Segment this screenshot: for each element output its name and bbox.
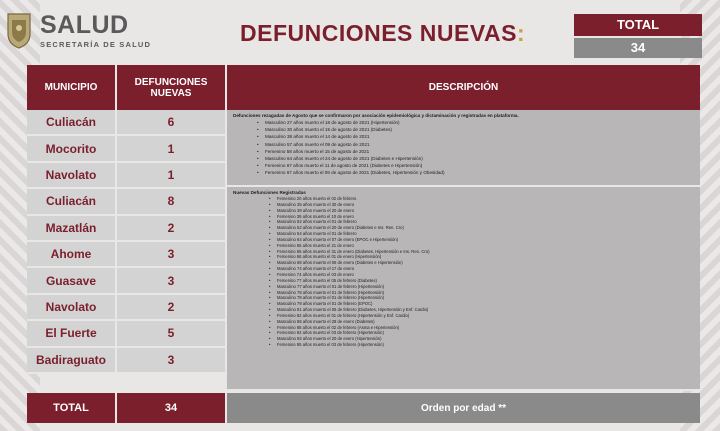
- salud-logo: [6, 4, 151, 56]
- description-column: [227, 110, 700, 391]
- municipio-rows: [27, 110, 227, 391]
- footer-total-value: 34: [117, 393, 227, 423]
- municipio-cell: Guasave: [27, 268, 117, 292]
- page-title-text: DEFUNCIONES NUEVAS: [240, 20, 517, 46]
- description-line: • Masculino 64 años muerto el 07 de enero (EPOC e Hipertensión): [233, 237, 694, 243]
- table-row: [27, 321, 227, 347]
- late-deaths-block: [227, 110, 700, 187]
- description-line: • Femenino 65 años muerto el 21 de enero: [233, 243, 694, 249]
- description-line: • Masculino 52 años muerto el 20 de enero (Diabetes e Ins. Ren. Cro): [233, 225, 694, 231]
- table-footer: [27, 393, 700, 423]
- description-line: • Femenino 67 años muerto el 09 de agosto de 2021 (Diabetes, Hipertensión y Obesidad): [233, 169, 694, 176]
- table-row: [27, 110, 227, 136]
- municipio-cell: Badiraguato: [27, 348, 117, 372]
- description-line: • Femenino 66 años muerto el 01 de enero (Hipertensión): [233, 254, 694, 260]
- description-line: • Masculino 92 años muerto el 20 de enero (Hipertensión): [233, 336, 694, 342]
- description-line: • Masculino 64 años muerto el 24 de agosto de 2021 (Diabetes e Hipertensión): [233, 155, 694, 162]
- header-descripcion: DESCRIPCIÓN: [227, 65, 700, 110]
- municipio-cell: Culiacán: [27, 110, 117, 134]
- description-line: • Femenino 67 años muerto el 11 de agosto de 2021 (Diabetes e Hipertensión): [233, 162, 694, 169]
- logo-subtitle: SECRETARÍA DE SALUD: [40, 39, 152, 49]
- description-line: • Masculino 27 años muerto el 18 de agosto de 2021 (Hipertensión): [233, 119, 694, 126]
- table-row: [27, 163, 227, 189]
- footer-order-note: Orden por edad **: [227, 393, 700, 423]
- new-deaths-block: [227, 187, 700, 391]
- table-row: [27, 295, 227, 321]
- municipio-cell: Mazatlán: [27, 216, 117, 240]
- municipio-cell: Navolato: [27, 163, 117, 187]
- description-line: • Masculino 39 años muerto el 20 de enero: [233, 208, 694, 214]
- defunciones-cell: 3: [117, 268, 227, 292]
- defunciones-cell: 2: [117, 216, 227, 240]
- description-line: • Femenino 58 años muerto el 15 de agosto de 2021: [233, 148, 694, 155]
- description-line: • Masculino 81 años muerto el 05 de febrero (Diabetes, Hipertensión y Enf. Cardio): [233, 307, 694, 313]
- description-line: • Masculino 54 años muerto el 01 de febrero: [233, 231, 694, 237]
- page-title-colon: :: [516, 20, 526, 46]
- defunciones-cell: 2: [117, 295, 227, 319]
- municipio-cell: Navolato: [27, 295, 117, 319]
- total-label: TOTAL: [574, 14, 702, 36]
- total-value: 34: [574, 38, 702, 58]
- description-line: • Femenino 88 años muerto el 02 de febrero (Asma e Hipertensión): [233, 325, 694, 331]
- table-row: [27, 242, 227, 268]
- late-deaths-heading: Defunciones rezagadas de Agosto que se confirmaron por asociación epidemiológica y dictaminación y registradas en plataforma.: [233, 113, 519, 118]
- page-title: [240, 20, 525, 47]
- deaths-table: [27, 65, 700, 423]
- description-line: • Femenino 92 años muerto el 03 de febrero (Hipertensión): [233, 330, 694, 336]
- municipio-cell: El Fuerte: [27, 321, 117, 345]
- defunciones-cell: 1: [117, 163, 227, 187]
- description-line: • Femenino 82 años muerto el 01 de febrero (Hipertensión y Enf. Cardio): [233, 313, 694, 319]
- defunciones-cell: 5: [117, 321, 227, 345]
- description-line: • Masculino 52 años muerto el 01 de febrero: [233, 219, 694, 225]
- footer-total-label: TOTAL: [27, 393, 117, 423]
- table-row: [27, 268, 227, 294]
- table-body: [27, 110, 700, 391]
- header-defunciones: DEFUNCIONES NUEVAS: [117, 65, 227, 110]
- description-line: • Masculino 57 años muerto el 09 de agosto de 2021: [233, 141, 694, 148]
- description-line: • Masculino 35 años muerto el 30 de enero: [233, 202, 694, 208]
- description-line: • Masculino 77 años muerto el 01 de febrero (Hipertensión): [233, 284, 694, 290]
- coat-of-arms-icon: [6, 10, 32, 50]
- defunciones-cell: 3: [117, 348, 227, 372]
- defunciones-cell: 3: [117, 242, 227, 266]
- defunciones-cell: 8: [117, 189, 227, 213]
- defunciones-cell: 6: [117, 110, 227, 134]
- municipio-cell: Culiacán: [27, 189, 117, 213]
- description-line: • Femenino 95 años muerto el 03 de febrero (Hipertensión): [233, 342, 694, 348]
- late-deaths-list: [233, 119, 694, 177]
- description-line: • Masculino 68 años muerto el 06 de enero (Diabetes e Hipertensión): [233, 260, 694, 266]
- municipio-cell: Mocorito: [27, 136, 117, 160]
- table-row: [27, 216, 227, 242]
- new-deaths-heading: Nuevas Defunciones Registradas: [233, 190, 306, 195]
- header-municipio: MUNICIPIO: [27, 65, 117, 110]
- table-row: [27, 136, 227, 162]
- description-line: • Femenino 20 años muerto el 02 de febrero: [233, 196, 694, 202]
- new-deaths-list: [233, 196, 694, 348]
- logo-title: SALUD: [40, 10, 129, 39]
- description-line: • Femenino 65 años muerto el 31 de enero (Diabetes, Hipertensión e Ins. Ren. Cro): [233, 249, 694, 255]
- table-row: [27, 348, 227, 374]
- description-line: • Masculino 78 años muerto el 01 de febrero (Hipertensión): [233, 295, 694, 301]
- description-line: • Masculino 38 años muerto el 14 de agosto de 2021: [233, 133, 694, 140]
- description-line: • Masculino 78 años muerto el 01 de febrero (Hipertensión): [233, 290, 694, 296]
- description-line: • Masculino 30 años muerto el 15 de agosto de 2021 (Diabetes): [233, 126, 694, 133]
- total-summary: [574, 14, 702, 58]
- table-row: [27, 189, 227, 215]
- description-line: • Masculino 79 años muerto el 01 de febrero (EPOC): [233, 301, 694, 307]
- municipio-cell: Ahome: [27, 242, 117, 266]
- description-line: • Femenino 77 años muerto el 05 de febrero (Diabetes): [233, 278, 694, 284]
- description-line: • Femenino 74 años muerto el 03 de enero: [233, 272, 694, 278]
- description-line: • Masculino 74 años muerto el 17 de enero: [233, 266, 694, 272]
- description-line: • Femenino 39 años muerto el 10 de enero: [233, 214, 694, 220]
- table-header: [27, 65, 700, 110]
- description-line: • Masculino 86 años muerto el 28 de enero (Diabetes): [233, 319, 694, 325]
- defunciones-cell: 1: [117, 136, 227, 160]
